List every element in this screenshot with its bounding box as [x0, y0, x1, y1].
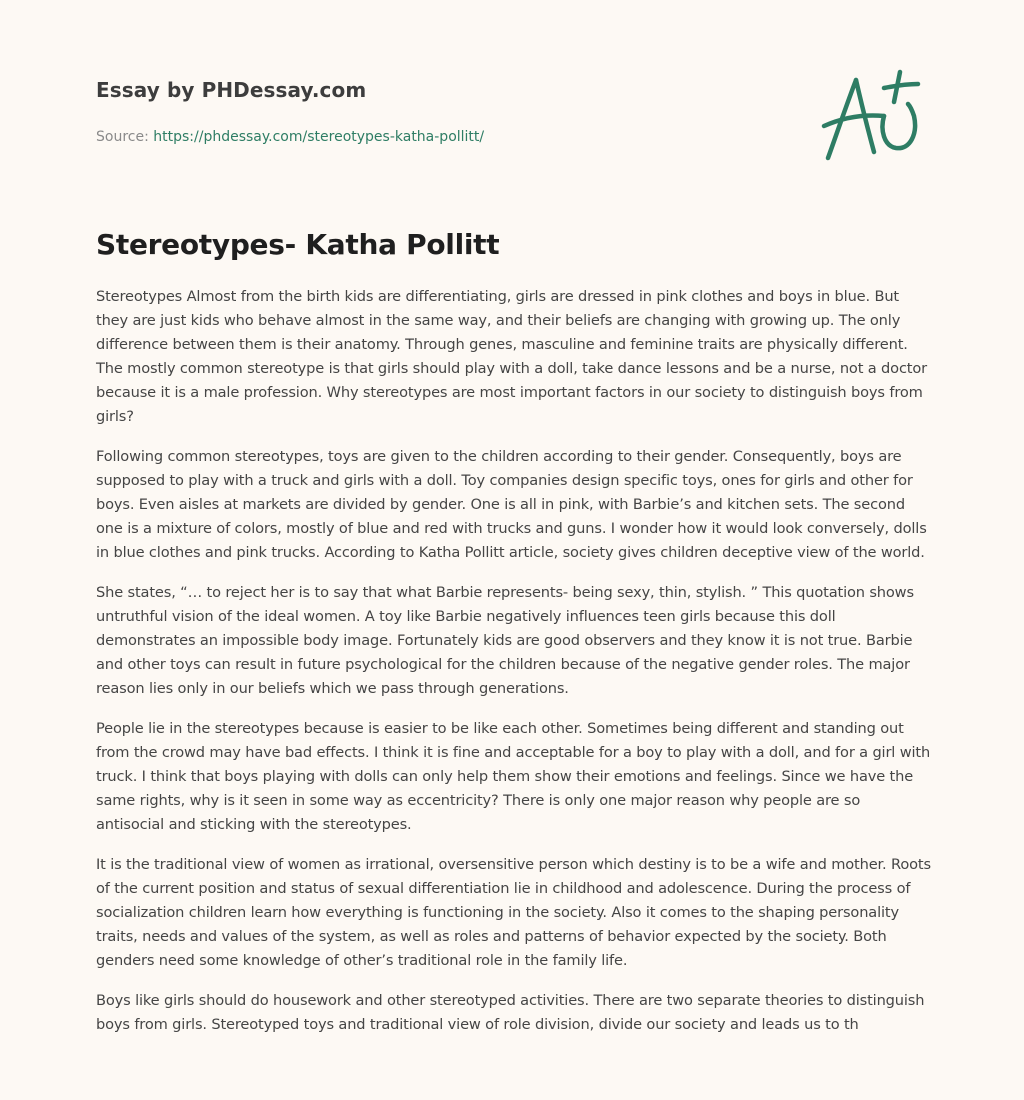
essay-paragraph: Following common stereotypes, toys are given to the children according to their gender. Consequently, boys are supposed to play with a truck and girls with a doll. Toy companies design specific toys, ones for girls and other for boys. Even aisles at markets are divided by gender. One is all in pink, with Barbie’s and kitchen sets. The second one is a mixture of colors, mostly of blue and red with trucks and guns. I wonder how it would look conversely, dolls in blue clothes and pink trucks. According to Katha Pollitt article, society gives children deceptive view of the world.: [96, 448, 927, 561]
source-line: [96, 127, 796, 147]
essay-paragraph: It is the traditional view of women as irrational, oversensitive person which destiny is to be a wife and mother. Roots of the current position and status of sexual differentiation lie in childhood and adolescence. During the process of socialization children learn how everything is functioning in the society. Also it comes to the shaping personality traits, needs and values of the system, as well as roles and patterns of behavior expected by the society. Both genders need some knowledge of other’s traditional role in the family life.: [96, 856, 931, 969]
essay-paragraph: She states, “… to reject her is to say that what Barbie represents- being sexy, thin, stylish. ” This quotation shows untruthful vision of the ideal women. A toy like Barbie negatively influences teen girls because this doll demonstrates an impossible body image. Fortunately kids are good observers and they know it is not true. Barbie and other toys can result in future psychological for the children because of the negative gender roles. The major reason lies only in our beliefs which we pass through generations.: [96, 584, 914, 697]
site-brand: Essay by PHDessay.com: [96, 78, 367, 102]
a-plus-grade-logo-icon: [818, 68, 930, 168]
essay-paragraph: Stereotypes Almost from the birth kids are differentiating, girls are dressed in pink clothes and boys in blue. But they are just kids who behave almost in the same way, and their beliefs are changing with growing up. The only difference between them is their anatomy. Through genes, masculine and feminine traits are physically different. The mostly common stereotype is that girls should play with a doll, take dance lessons and be a nurse, not a doctor because it is a male profession. Why stereotypes are most important factors in our society to distinguish boys from girls?: [96, 288, 928, 425]
essay-paragraph: Boys like girls should do housework and other stereotyped activities. There are two separate theories to distinguish boys from girls. Stereotyped toys and traditional view of role division, divide our society and leads us to th: [96, 992, 925, 1033]
essay-title: Stereotypes- Katha Pollitt: [96, 228, 500, 261]
source-label: Source:: [96, 129, 149, 145]
page-header: [96, 76, 796, 147]
essay-paragraph: People lie in the stereotypes because is easier to be like each other. Sometimes being different and standing out from the crowd may have bad effects. I think it is fine and acceptable for a boy to play with a doll, and for a girl with truck. I think that boys playing with dolls can only help them show their emotions and feelings. Since we have the same rights, why is it seen in some way as eccentricity? There is only one major reason why people are so antisocial and sticking with the stereotypes.: [96, 720, 931, 833]
source-link[interactable]: https://phdessay.com/stereotypes-katha-pollitt/: [153, 129, 485, 145]
essay-body: [96, 285, 932, 1053]
